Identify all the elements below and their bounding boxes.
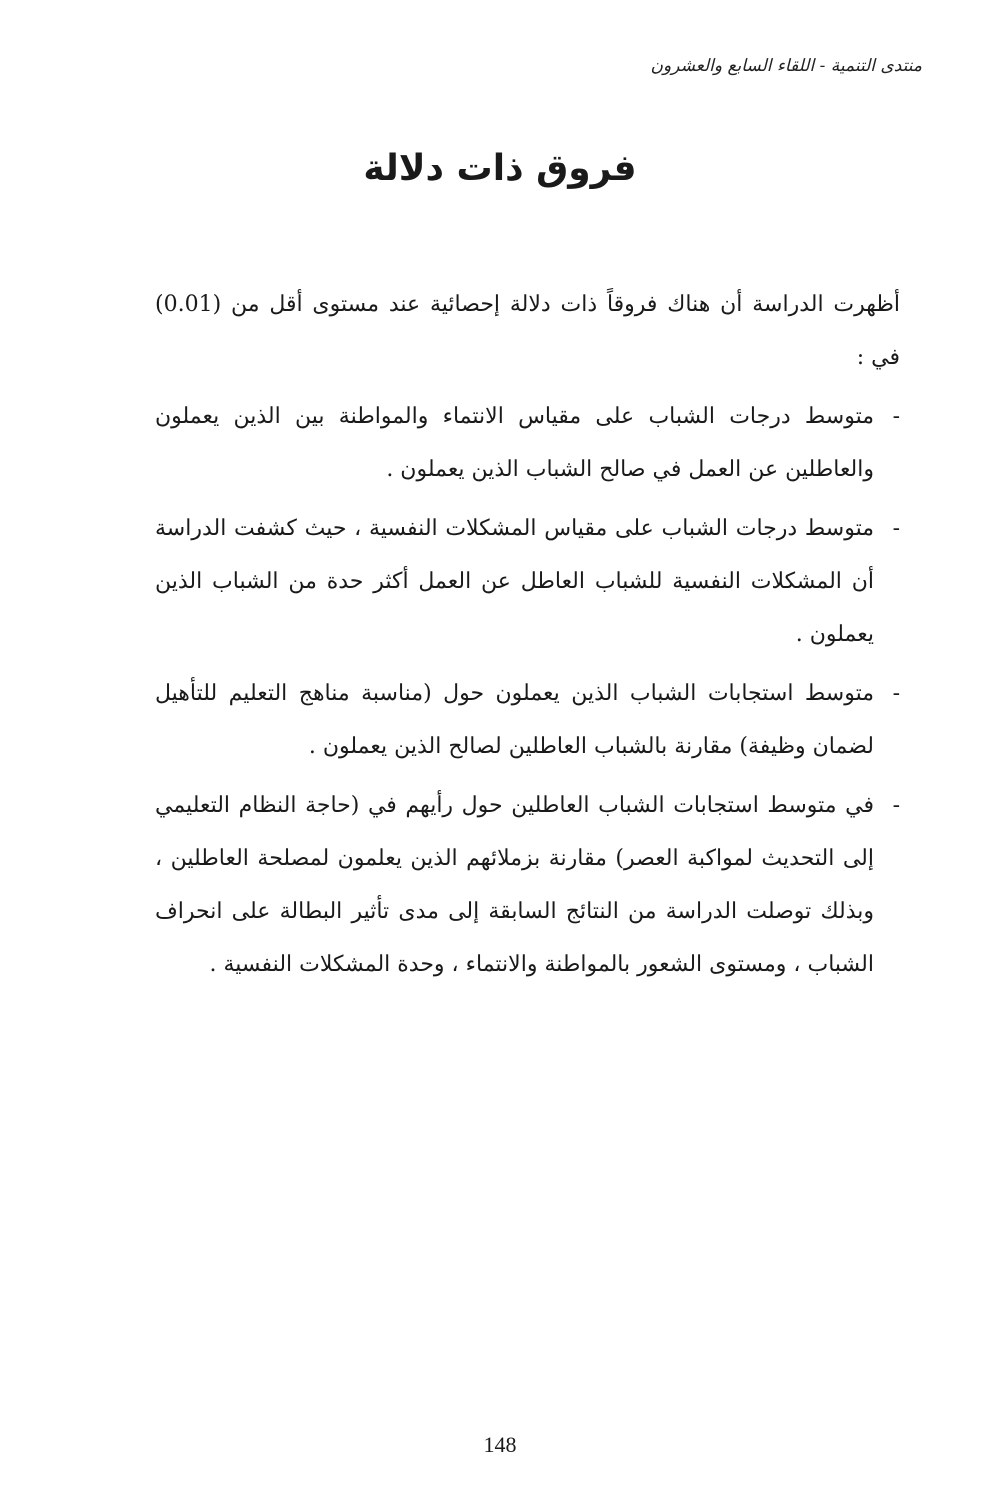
intro-paragraph: أظهرت الدراسة أن هناك فروقاً ذات دلالة إحصائية عند مستوى أقل من (0.01) في : xyxy=(155,292,900,370)
finding-item xyxy=(155,390,900,496)
bullet-dash: - xyxy=(892,681,900,706)
bullet-dash: - xyxy=(892,516,900,541)
finding-item xyxy=(155,502,900,661)
finding-text: متوسط استجابات الشباب الذين يعملون حول (مناسبة مناهج التعليم للتأهيل لضمان وظيفة) مقارنة بالشباب العاطلين لصالح الذين يعملون . xyxy=(155,681,874,759)
finding-text: في متوسط استجابات الشباب العاطلين حول رأيهم في (حاجة النظام التعليمي إلى التحديث لمواكبة العصر) مقارنة بزملائهم الذين يعلمون لمصلحة العاطلين ، وبذلك توصلت الدراسة من النتائج السابقة إلى مدى تأثير البطالة على انحراف الشباب ، ومستوى الشعور بالمواطنة والانتماء ، وحدة المشكلات النفسية . xyxy=(155,793,875,977)
body-text xyxy=(155,278,900,997)
running-header: منتدى التنمية - اللقاء السابع والعشرون xyxy=(650,56,922,76)
finding-item xyxy=(155,779,900,991)
bullet-dash: - xyxy=(892,404,900,429)
page-title: فروق ذات دلالة xyxy=(363,148,637,189)
page-number: 148 xyxy=(483,1432,517,1457)
finding-text: متوسط درجات الشباب على مقياس الانتماء والمواطنة بين الذين يعملون والعاطلين عن العمل في صالح الشباب الذين يعملون . xyxy=(155,404,874,482)
findings-list xyxy=(155,390,900,991)
finding-item xyxy=(155,667,900,773)
bullet-dash: - xyxy=(892,793,900,818)
finding-text: متوسط درجات الشباب على مقياس المشكلات النفسية ، حيث كشفت الدراسة أن المشكلات النفسية للشباب العاطل عن العمل أكثر حدة من الشباب الذين يعملون . xyxy=(155,516,874,647)
